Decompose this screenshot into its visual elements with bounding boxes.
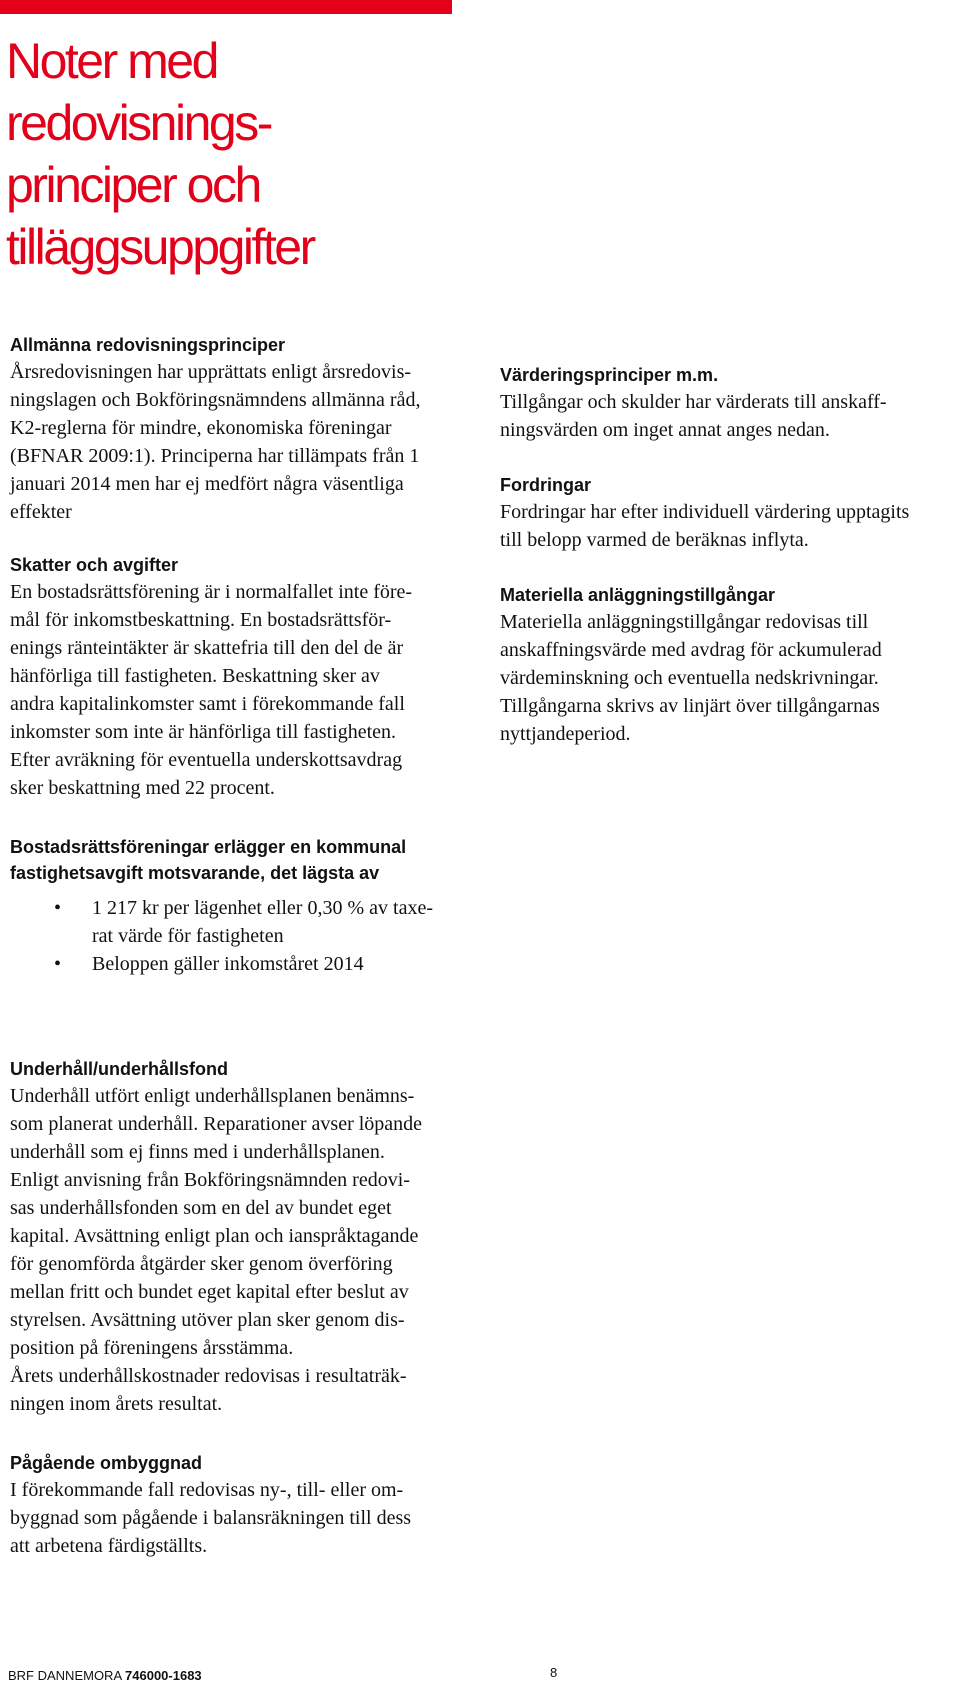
section-allmanna-redovisningsprinciper — [10, 332, 465, 526]
section-body: En bostadsrättsförening är i normalfallet inte före- mål för inkomstbeskattning. En bostadsrättsför- enings ränteintäkter är skattefria till den del de är hänförliga till fastigheten. Beskattning sker av andra kapitalinkomster samt i förekommande fall inkomster som inte är hänförliga till fastigheten. Efter avräkning för eventuella underskottsavdrag sker beskattning med 22 procent. — [10, 581, 413, 799]
page-number: 8 — [550, 1665, 558, 1680]
list-item-text: Beloppen gäller inkomståret 2014 — [92, 953, 364, 975]
section-body: Tillgångar och skulder har värderats till anskaff- ningsvärden om inget annat anges nedan. — [500, 391, 887, 441]
section-varderingsprinciper — [500, 362, 958, 444]
section-heading: Värderingsprinciper m.m. — [500, 365, 719, 385]
section-body: Fordringar har efter individuell värdering upptagits till belopp varmed de beräknas inflyta. — [500, 501, 910, 551]
section-heading: Underhåll/underhållsfond — [10, 1059, 229, 1079]
footer-org-number: 746000-1683 — [125, 1668, 202, 1683]
title-line: tilläggsuppgifter — [6, 219, 314, 275]
section-materiella-anlaggningstillgangar — [500, 582, 958, 748]
section-heading: Bostadsrättsföreningar erlägger en kommunal fastighetsavgift motsvarande, det lägsta av — [10, 837, 407, 883]
section-body: Underhåll utfört enligt underhållsplanen benämns- som planerat underhåll. Reparationer avser löpande underhåll som ej finns med i underhållsplanen. Enligt anvisning från Bokföringsnämnden redovi- sas underhållsfonden som en del av bundet eget kapital. Avsättning enligt plan och ianspråktagande för genomförda åtgärder sker genom överföring mellan fritt och bundet eget kapital efter beslut av styrelsen. Avsättning utöver plan sker genom dis- position på föreningens årsstämma. Årets underhållskostnader redovisas i resultaträk- ningen inom årets resultat. — [10, 1085, 423, 1415]
section-body: I förekommande fall redovisas ny-, till- eller om- byggnad som pågående i balansräkningen till dess att arbetena färdigställts. — [10, 1479, 412, 1557]
section-skatter-och-avgifter — [10, 552, 465, 802]
bullet-icon: • — [54, 897, 62, 919]
section-heading: Skatter och avgifter — [10, 555, 179, 575]
title-line: redovisnings- — [6, 95, 271, 151]
section-fordringar — [500, 472, 958, 554]
section-fastighetsavgift — [10, 834, 465, 978]
section-body: Årsredovisningen har upprättats enligt årsredovis- ningslagen och Bokföringsnämndens allmänna råd, K2-reglerna för mindre, ekonomiska föreningar (BFNAR 2009:1). Principerna har tillämpats från 1 januari 2014 men har ej medfört några väsentliga effekter — [10, 361, 421, 523]
section-heading: Fordringar — [500, 475, 592, 495]
section-heading: Materiella anläggningstillgångar — [500, 585, 776, 605]
list-item — [10, 894, 465, 950]
footer-org-name: BRF DANNEMORA — [8, 1668, 122, 1683]
section-heading: Pågående ombyggnad — [10, 1453, 203, 1473]
page-title — [6, 30, 446, 278]
list-item — [10, 950, 465, 978]
title-line: Noter med — [6, 33, 217, 89]
title-line: principer och — [6, 157, 260, 213]
section-heading: Allmänna redovisningsprinciper — [10, 335, 286, 355]
bullet-list — [10, 894, 465, 978]
top-accent-bar — [0, 0, 452, 14]
list-item-text: 1 217 kr per lägenhet eller 0,30 % av taxe- rat värde för fastigheten — [92, 897, 433, 947]
bullet-icon: • — [54, 953, 62, 975]
section-pagaende-ombyggnad — [10, 1450, 465, 1560]
section-body: Materiella anläggningstillgångar redovisas till anskaffningsvärde med avdrag för ackumulerad värdeminskning och eventuella nedskrivningar. Tillgångarna skrivs av linjärt över tillgångarnas nyttjandeperiod. — [500, 611, 882, 745]
footer-organization — [8, 1668, 202, 1684]
section-underhall — [10, 1056, 465, 1418]
